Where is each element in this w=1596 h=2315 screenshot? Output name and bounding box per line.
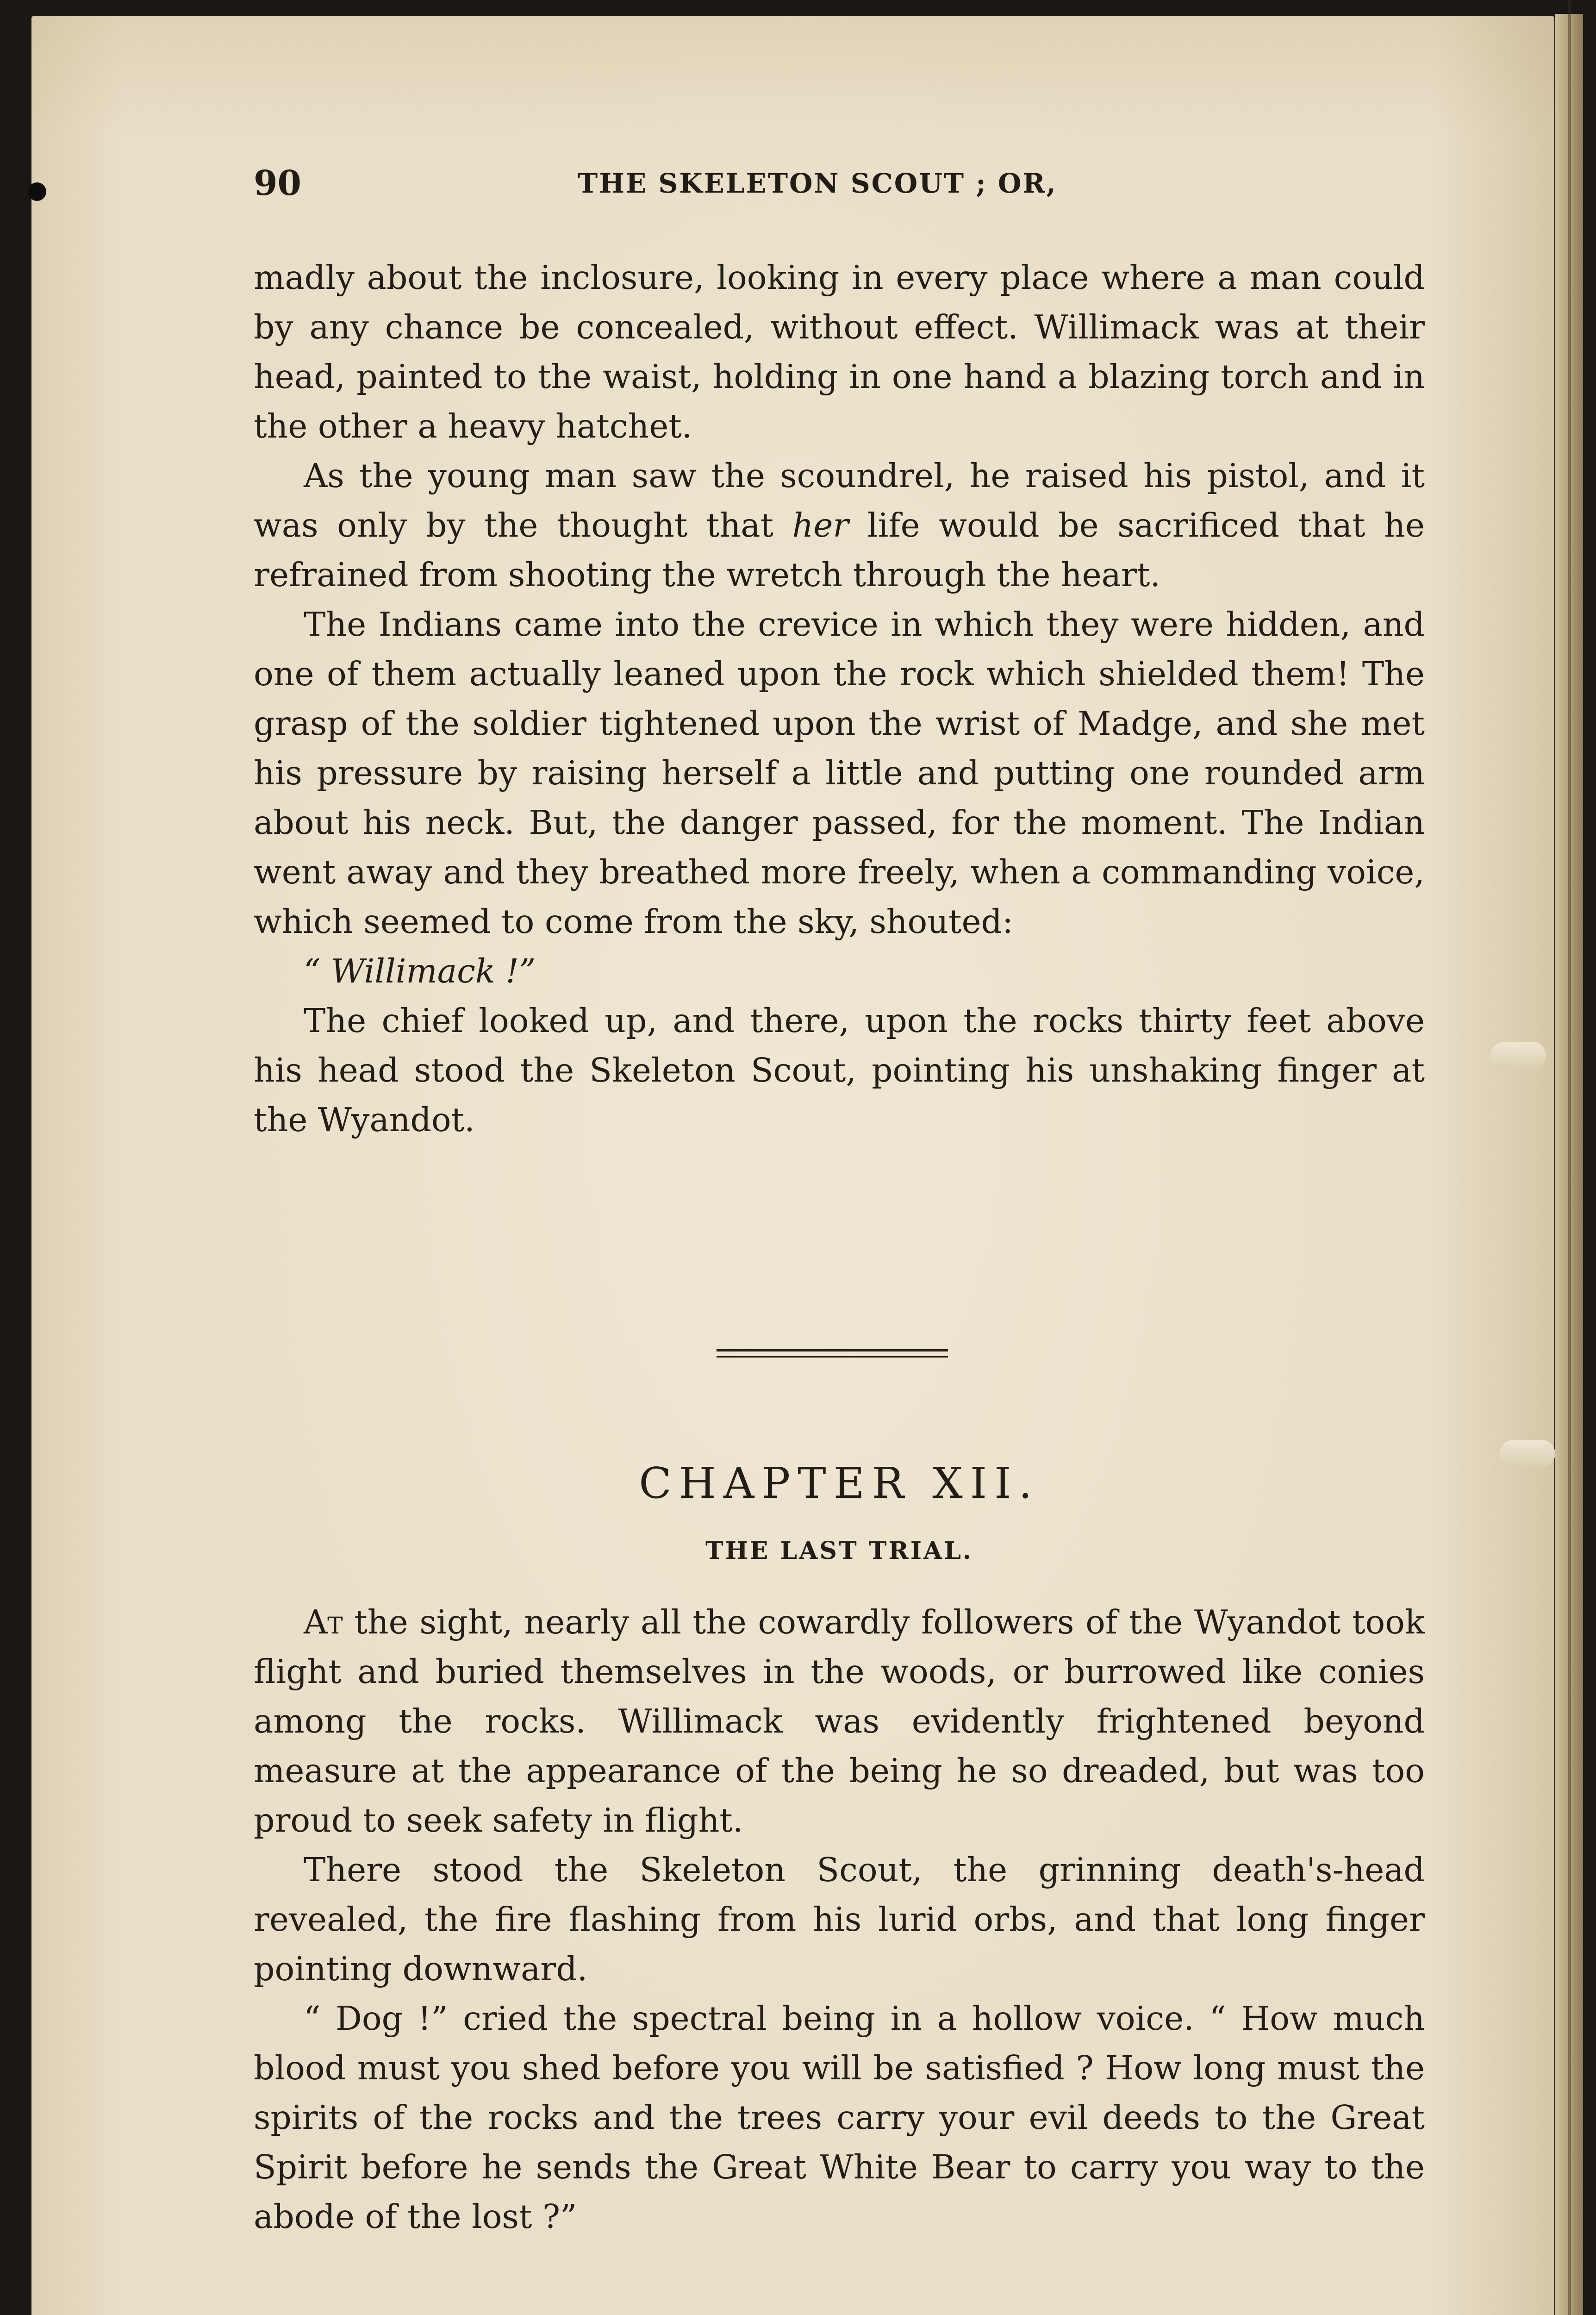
paragraph: madly about the inclosure, looking in every place where a man could by any chance be concealed, without effect. Willimack was at their head, painted to the waist, holding in one hand a blazing torch and in the other a heavy hatchet. [254,258,1425,445]
chapter-subtitle: THE LAST TRIAL. [705,1537,973,1565]
running-head [254,160,1383,206]
binding-hole [28,182,46,201]
paragraph: The Indians came into the crevice in which they were hidden, and one of them actually leaned upon the rock which shielded them! The grasp of the soldier tightened upon the wrist of Madge, and she met his pressure by raising herself a little and putting one rounded arm about his neck. But, the danger passed, for the moment. The Indian went away and they breathed more freely, when a commanding voice, which seemed to come from the sky, shouted: [254,605,1425,941]
text-block-before-chapter [254,253,1425,1145]
page-number: 90 [254,163,301,203]
paragraph: As the young man saw the scoundrel, he raised his pistol, and it was only by the thought that her life would be sacrificed that he refrained from shooting the wretch through the heart. [254,457,1425,594]
text-block-after-chapter [254,1597,1425,2241]
spine-edge [1568,0,1571,2315]
chapter-title: CHAPTER XII. [639,1458,1040,1508]
paragraph: “ Dog !” cried the spectral being in a hollow voice. “ How much blood must you shed before you will be satisfied ? How long must the spirits of the rocks and the trees carry your evil deeds to the Great Spirit before he sends the Great White Bear to carry you way to the abode of the lost ?” [254,1999,1425,2236]
shout-line: “ Willimack !” [304,952,536,990]
paragraph: At the sight, nearly all the cowardly followers of the Wyandot took flight and buried themselves in the woods, or burrowed like conies among the rocks. Willimack was evidently frightened beyond measure at the appearance of the being he so dreaded, but was too proud to seek safety in flight. [254,1603,1425,1839]
running-title: THE SKELETON SCOUT ; OR, [578,168,1057,199]
paragraph: The chief looked up, and there, upon the rocks thirty feet above his head stood the Skeleton Scout, pointing his unshaking finger at the Wyandot. [254,1001,1425,1139]
binding-thread-upper [1490,1042,1546,1070]
emphasis-her: her [792,506,849,544]
paragraph: There stood the Skeleton Scout, the grinning death's-head revealed, the fire flashing from his lurid orbs, and that long finger pointing downward. [254,1851,1425,1988]
binding-thread-lower [1500,1440,1555,1468]
drop-word: At [304,1603,343,1641]
chapter-divider-rule [717,1349,948,1358]
